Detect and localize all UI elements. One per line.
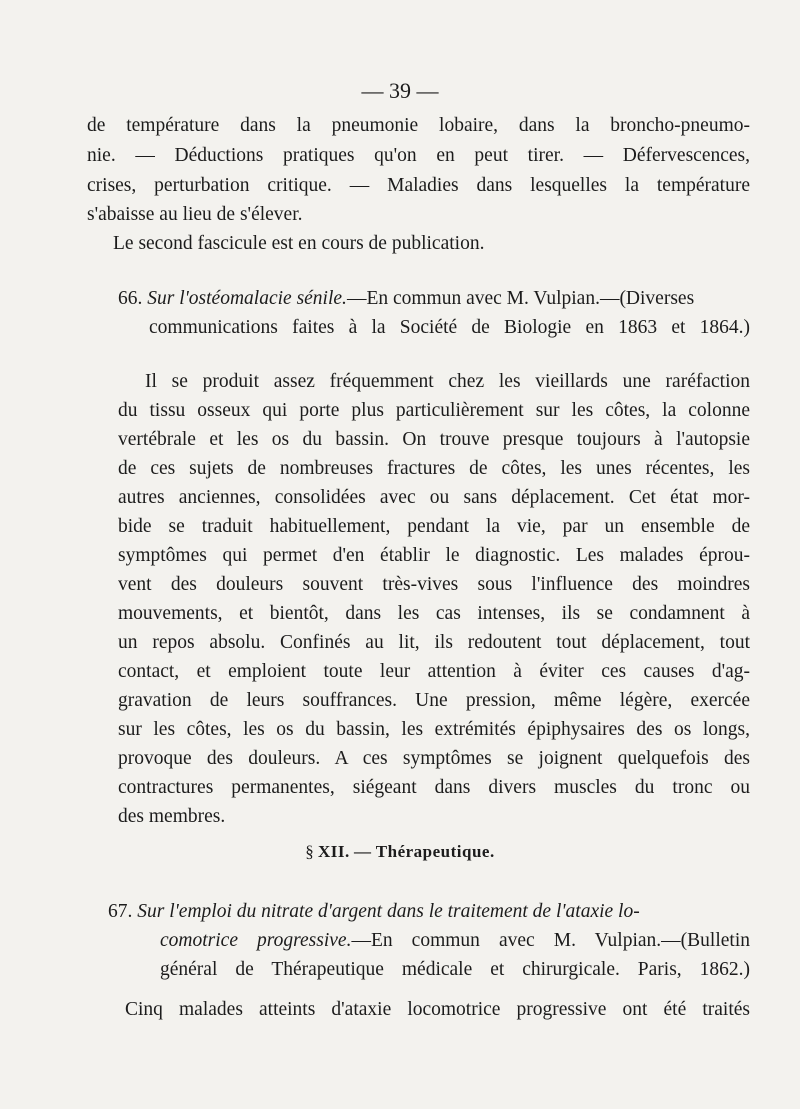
paragraph-line: crises, perturbation critique. — Maladies dans lesquelles la température — [87, 175, 750, 196]
page-number: — 39 — — [361, 78, 439, 103]
paragraph-line: vent des douleurs souvent très-vives sous l'influence des moindres — [118, 574, 750, 595]
entry-title: Sur l'ostéomalacie sénile. — [147, 288, 347, 309]
paragraph-line: Il se produit assez fréquemment chez les vieillards une raréfaction — [145, 371, 750, 392]
entry-source: communications faites à la Société de Biologie en 1863 et 1864.) — [149, 317, 750, 338]
paragraph-line: nie. — Déductions pratiques qu'on en peut tirer. — Défervescences, — [87, 145, 750, 166]
paragraph-line: autres anciennes, consolidées avec ou sans déplacement. Cet état mor- — [118, 487, 750, 508]
entry-title-continued: comotrice progressive. — [160, 930, 352, 951]
paragraph-line: gravation de leurs souffrances. Une pression, même légère, exercée — [118, 690, 750, 711]
entry-title-line — [160, 931, 750, 951]
section-numeral: XII. — [318, 842, 350, 861]
section-symbol: § — [305, 842, 314, 861]
paragraph-line: contractures permanentes, siégeant dans divers muscles du tronc ou — [118, 777, 750, 798]
entry-title-line — [108, 902, 750, 922]
entry-source: général de Thérapeutique médicale et chirurgicale. Paris, 1862.) — [160, 959, 750, 980]
paragraph-line: de température dans la pneumonie lobaire, dans la broncho-pneumo- — [87, 115, 750, 136]
paragraph-line: du tissu osseux qui porte plus particulièrement sur les côtes, la colonne — [118, 400, 750, 421]
paragraph-line: bide se traduit habituellement, pendant la vie, par un ensemble de — [118, 516, 750, 537]
entry-number: 66. — [118, 288, 143, 309]
section-heading — [0, 843, 800, 860]
paragraph-line: vertébrale et les os du bassin. On trouve presque toujours à l'autopsie — [118, 429, 750, 450]
section-title: Thérapeutique. — [375, 842, 495, 861]
entry-number: 67. — [108, 901, 133, 922]
entry-title: Sur l'emploi du nitrate d'argent dans le traitement de l'ataxie lo- — [137, 901, 640, 922]
paragraph-line: sur les côtes, les os du bassin, les extrémités épiphysaires des os longs, — [118, 719, 750, 740]
paragraph-line: symptômes qui permet d'en établir le diagnostic. Les malades éprou- — [118, 545, 750, 566]
paragraph-line: Cinq malades atteints d'ataxie locomotrice progressive ont été traités — [125, 999, 750, 1020]
paragraph-line: des membres. — [118, 806, 226, 827]
entry-authors: —En commun avec M. Vulpian.—(Diverses — [346, 288, 695, 309]
paragraph-line: s'abaisse au lieu de s'élever. — [87, 204, 303, 225]
entry-title-line — [118, 289, 750, 309]
paragraph-line: provoque des douleurs. A ces symptômes se joignent quelquefois des — [118, 748, 750, 769]
publication-note: Le second fascicule est en cours de publication. — [113, 233, 485, 254]
paragraph-line: mouvements, et bientôt, dans les cas intenses, ils se condamnent à — [118, 603, 750, 624]
entry-authors: —En commun avec M. Vulpian.—(Bulletin — [351, 930, 750, 951]
paragraph-line: de ces sujets de nombreuses fractures de côtes, les unes récentes, les — [118, 458, 750, 479]
paragraph-line: un repos absolu. Confinés au lit, ils redoutent tout déplacement, tout — [118, 632, 750, 653]
section-dash: — — [354, 842, 372, 861]
paragraph-line: contact, et emploient toute leur attention à éviter ces causes d'ag- — [118, 661, 750, 682]
